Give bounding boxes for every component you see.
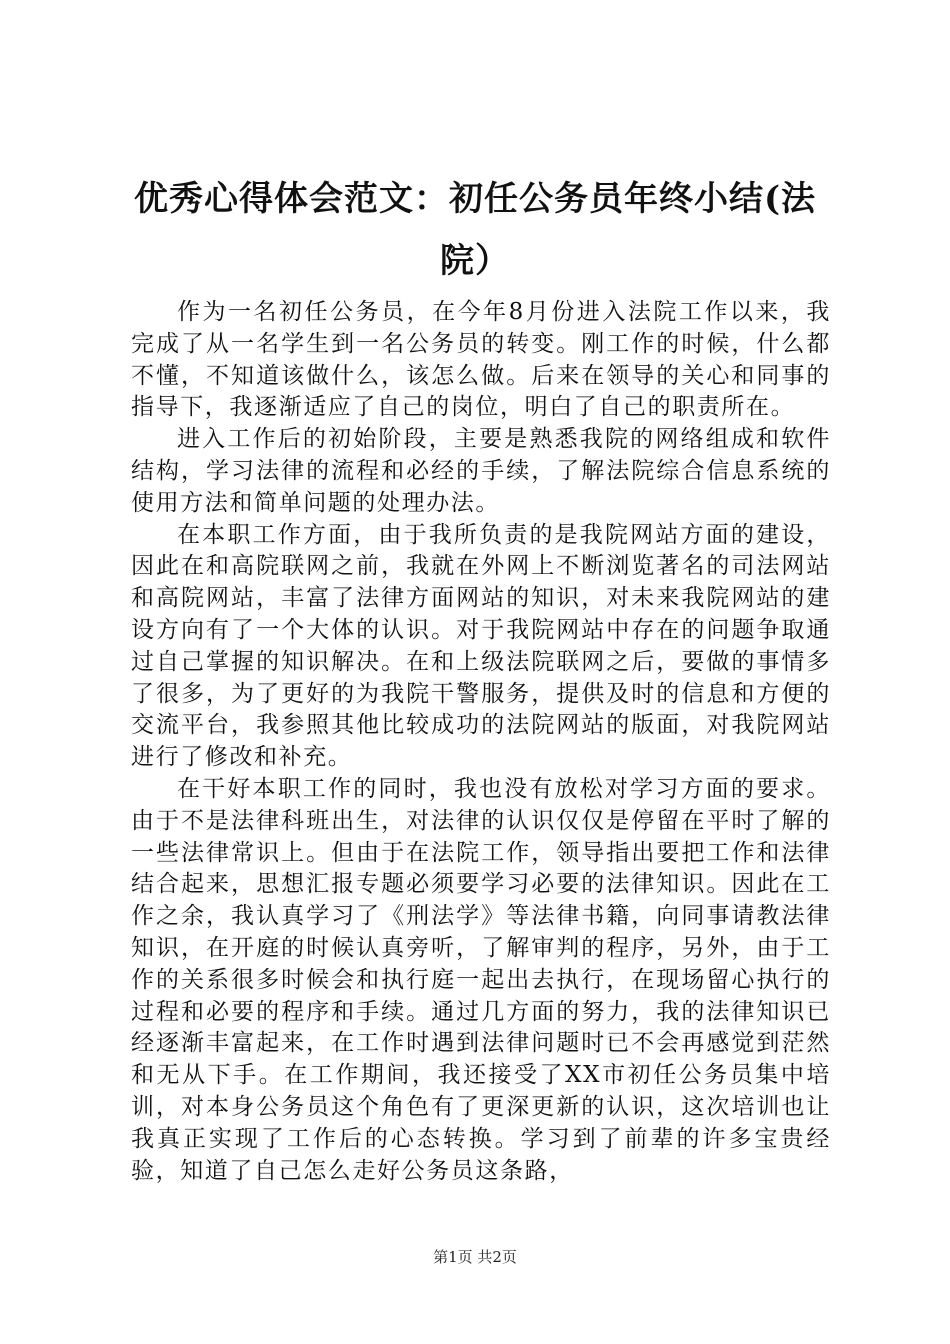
document-body <box>131 297 831 1187</box>
paragraph-2: 进入工作后的初始阶段，主要是熟悉我院的网络组成和软件结构，学习法律的流程和必经的手续，了解法院综合信息系统的使用方法和简单问题的处理办法。 <box>131 426 831 516</box>
document-title: 优秀心得体会范文：初任公务员年终小结(法院） <box>133 179 817 281</box>
page-footer: 第1页 共2页 <box>433 1248 517 1266</box>
paragraph-3: 在本职工作方面，由于我所负责的是我院网站方面的建设，因此在和高院联网之前，我就在外网上不断浏览著名的司法网站和高院网站，丰富了法律方面网站的知识，对未来我院网站的建设方向有了一个大体的认识。对于我院网站中存在的问题争取通过自己掌握的知识解决。在和上级法院联网之后，要做的事情多了很多，为了更好的为我院干警服务，提供及时的信息和方便的交流平台，我参照其他比较成功的法院网站的版面，对我院网站进行了修改和补充。 <box>131 521 831 771</box>
paragraph-4: 在干好本职工作的同时，我也没有放松对学习方面的要求。由于不是法律科班出生，对法律的认识仅仅是停留在平时了解的一些法律常识上。但由于在法院工作，领导指出要把工作和法律结合起来，思想汇报专题必须要学习必要的法律知识。因此在工作之余，我认真学习了《刑法学》等法律书籍，向同事请教法律知识，在开庭的时候认真旁听，了解审判的程序，另外，由于工作的关系很多时候会和执行庭一起出去执行，在现场留心执行的过程和必要的程序和手续。通过几方面的努力，我的法律知识已经逐渐丰富起来，在工作时遇到法律问题时已不会再感觉到茫然和无从下手。在工作期间，我还接受了XX市初任公务员集中培训，对本身公务员这个角色有了更深更新的认识，这次培训也让我真正实现了工作后的心态转换。学习到了前辈的许多宝贵经验，知道了自己怎么走好公务员这条路， <box>131 775 831 1184</box>
paragraph-1: 作为一名初任公务员，在今年8月份进入法院工作以来，我完成了从一名学生到一名公务员的转变。刚工作的时候，什么都不懂，不知道该做什么，该怎么做。后来在领导的关心和同事的指导下，我逐渐适应了自己的岗位，明白了自己的职责所在。 <box>131 299 831 421</box>
